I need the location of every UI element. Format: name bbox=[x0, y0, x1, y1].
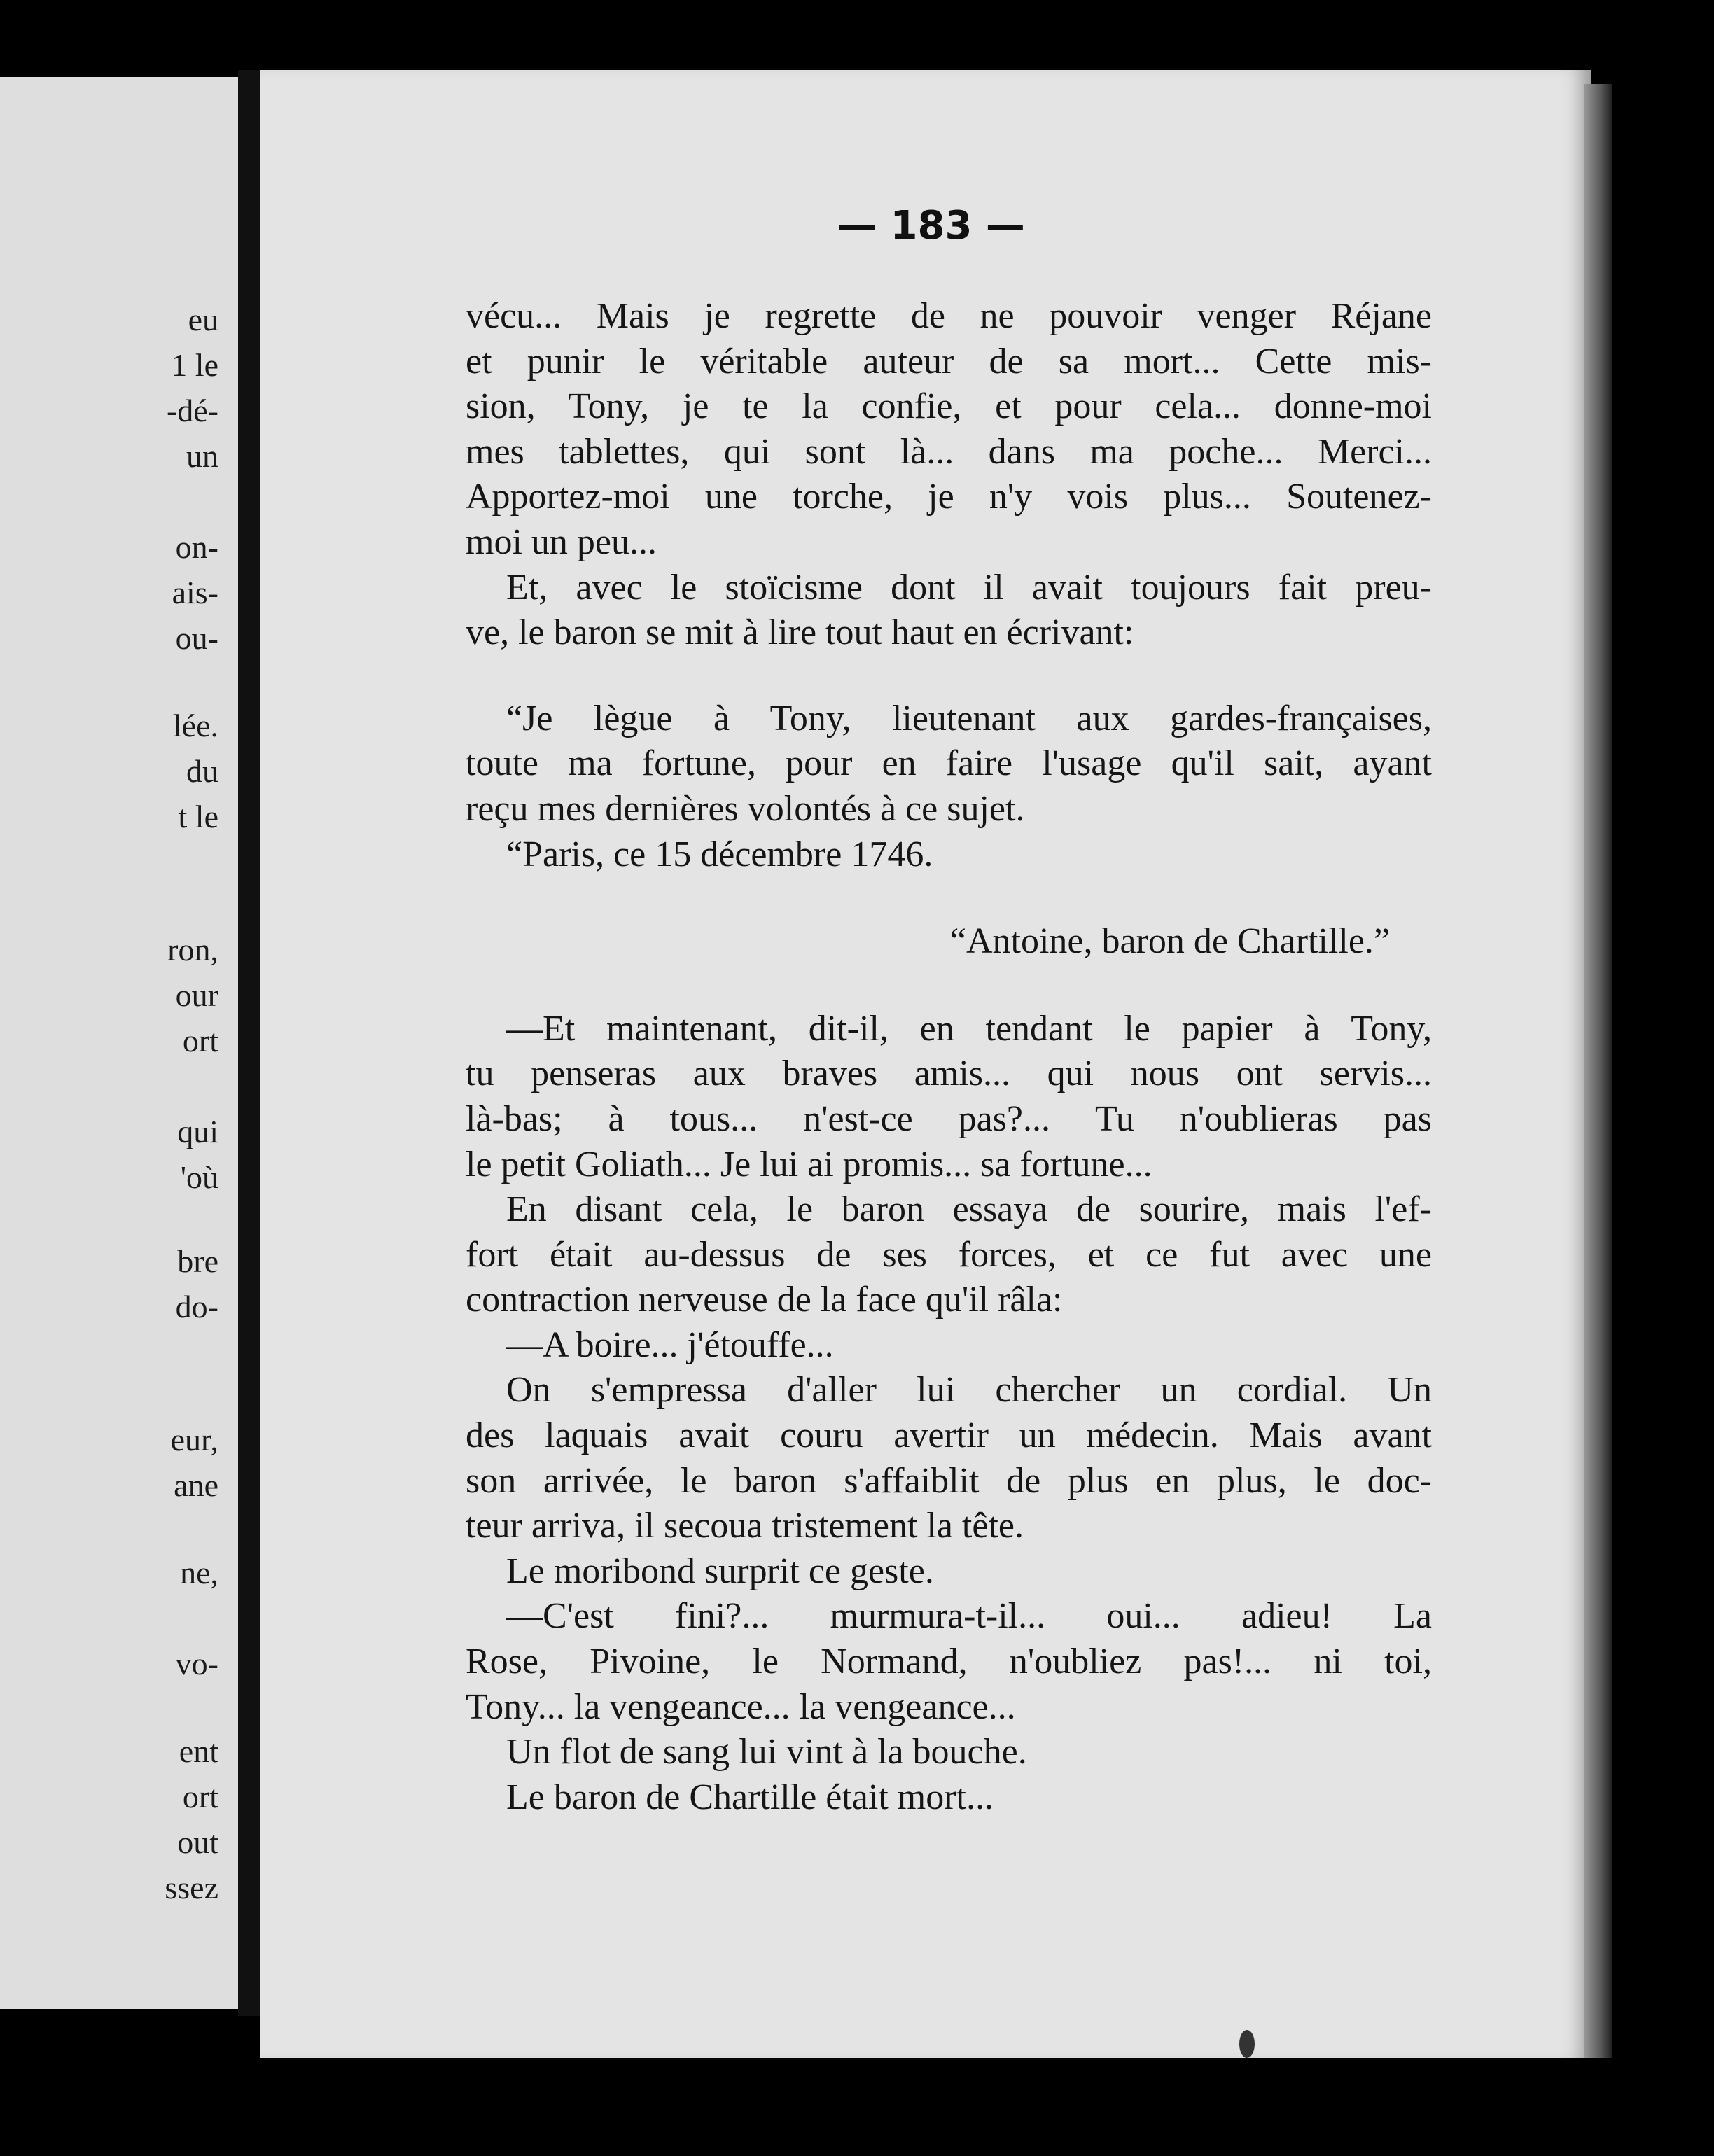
text-line: ve, le baron se mit à lire tout haut en écrivant: bbox=[466, 612, 1134, 653]
text-line: son arrivée, le baron s'affaiblit de plus en plus, le doc- bbox=[466, 1460, 1432, 1501]
text-line: tu penseras aux braves amis... qui nous ont servis... bbox=[466, 1054, 1432, 1094]
left-page-fragment: ort bbox=[182, 1023, 218, 1058]
left-page-fragment: ron, bbox=[167, 932, 218, 967]
will-text-line: reçu mes dernières volontés à ce sujet. bbox=[466, 788, 1025, 829]
text-line: le petit Goliath... Je lui ai promis... sa fortune... bbox=[466, 1144, 1152, 1184]
text-line: fort était au-dessus de ses forces, et ce fut avec une bbox=[466, 1234, 1432, 1275]
will-date: “Paris, ce 15 décembre 1746. bbox=[506, 834, 933, 874]
left-page-fragment: on- bbox=[175, 529, 218, 565]
page-number: — 183 — bbox=[837, 203, 1025, 248]
text-line: là-bas; à tous... n'est-ce pas?... Tu n'oublieras pas bbox=[466, 1098, 1432, 1139]
left-page-fragment: ais- bbox=[172, 575, 218, 610]
text-line: contraction nerveuse de la face qu'il râla: bbox=[466, 1280, 1063, 1320]
will-text-line: “Je lègue à Tony, lieutenant aux gardes-françaises, bbox=[506, 698, 1432, 738]
text-line: Et, avec le stoïcisme dont il avait toujours fait preu- bbox=[506, 567, 1432, 608]
text-line: Un flot de sang lui vint à la bouche. bbox=[506, 1732, 1027, 1772]
left-page-fragment: ent bbox=[179, 1733, 218, 1769]
text-line: mes tablettes, qui sont là... dans ma poche... Merci... bbox=[466, 431, 1432, 472]
left-page-fragment: -dé- bbox=[166, 393, 218, 428]
text-line: —C'est fini?... murmura-t-il... oui... adieu! La bbox=[506, 1596, 1432, 1637]
text-line: et punir le véritable auteur de sa mort... Cette mis- bbox=[466, 341, 1432, 382]
left-page-fragment: eur, bbox=[170, 1422, 218, 1457]
left-page-fragment: 'où bbox=[180, 1159, 218, 1195]
left-page-fragment: ssez bbox=[165, 1870, 218, 1905]
text-line: Apportez-moi une torche, je n'y vois plus... Soutenez- bbox=[466, 477, 1432, 517]
left-page-fragment: qui bbox=[177, 1114, 218, 1149]
text-line: Rose, Pivoine, le Normand, n'oubliez pas!... ni toi, bbox=[466, 1642, 1432, 1682]
body-text bbox=[466, 294, 1432, 1820]
left-page-edge bbox=[0, 77, 238, 2009]
text-line: vécu... Mais je regrette de ne pouvoir venger Réjane bbox=[466, 296, 1432, 336]
ink-smudge bbox=[1239, 2030, 1255, 2058]
text-line: moi un peu... bbox=[466, 522, 657, 562]
text-line: Tony... la vengeance... la vengeance... bbox=[466, 1686, 1016, 1727]
left-page-fragment: ort bbox=[182, 1779, 218, 1814]
left-page-fragment: out bbox=[177, 1824, 218, 1860]
text-line: des laquais avait couru avertir un médecin. Mais avant bbox=[466, 1415, 1432, 1456]
text-line: sion, Tony, je te la confie, et pour cela... donne-moi bbox=[466, 386, 1432, 427]
left-page-fragment: 1 le bbox=[171, 347, 218, 383]
will-text-line: toute ma fortune, pour en faire l'usage qu'il sait, ayant bbox=[466, 743, 1432, 784]
left-page-fragment: t le bbox=[178, 799, 218, 834]
page-edge-shadow bbox=[1584, 84, 1612, 2058]
left-page-fragment: eu bbox=[188, 302, 218, 337]
text-line: En disant cela, le baron essaya de sourire, mais l'ef- bbox=[506, 1189, 1432, 1230]
left-page-fragment: lée. bbox=[172, 708, 218, 743]
left-page-fragment: our bbox=[175, 977, 218, 1013]
left-page-fragment: du bbox=[186, 753, 218, 789]
text-line: Le moribond surprit ce geste. bbox=[506, 1550, 934, 1591]
text-line: Le baron de Chartille était mort... bbox=[506, 1777, 994, 1817]
left-page-fragment: vo- bbox=[175, 1646, 218, 1681]
left-page-fragment: ane bbox=[174, 1467, 218, 1503]
left-page-fragment: ou- bbox=[175, 620, 218, 656]
left-page-fragment: bre bbox=[177, 1243, 218, 1279]
left-page-fragment: do- bbox=[175, 1289, 218, 1324]
left-page-fragment: ne, bbox=[180, 1555, 218, 1590]
text-line: teur arriva, il secoua tristement la tête. bbox=[466, 1506, 1024, 1546]
text-line: —A boire... j'étouffe... bbox=[506, 1324, 834, 1365]
left-page-fragment: un bbox=[186, 438, 218, 474]
text-line: On s'empressa d'aller lui chercher un cordial. Un bbox=[506, 1370, 1432, 1410]
text-line: —Et maintenant, dit-il, en tendant le papier à Tony, bbox=[506, 1008, 1432, 1049]
will-signature: “Antoine, baron de Chartille.” bbox=[949, 921, 1390, 962]
